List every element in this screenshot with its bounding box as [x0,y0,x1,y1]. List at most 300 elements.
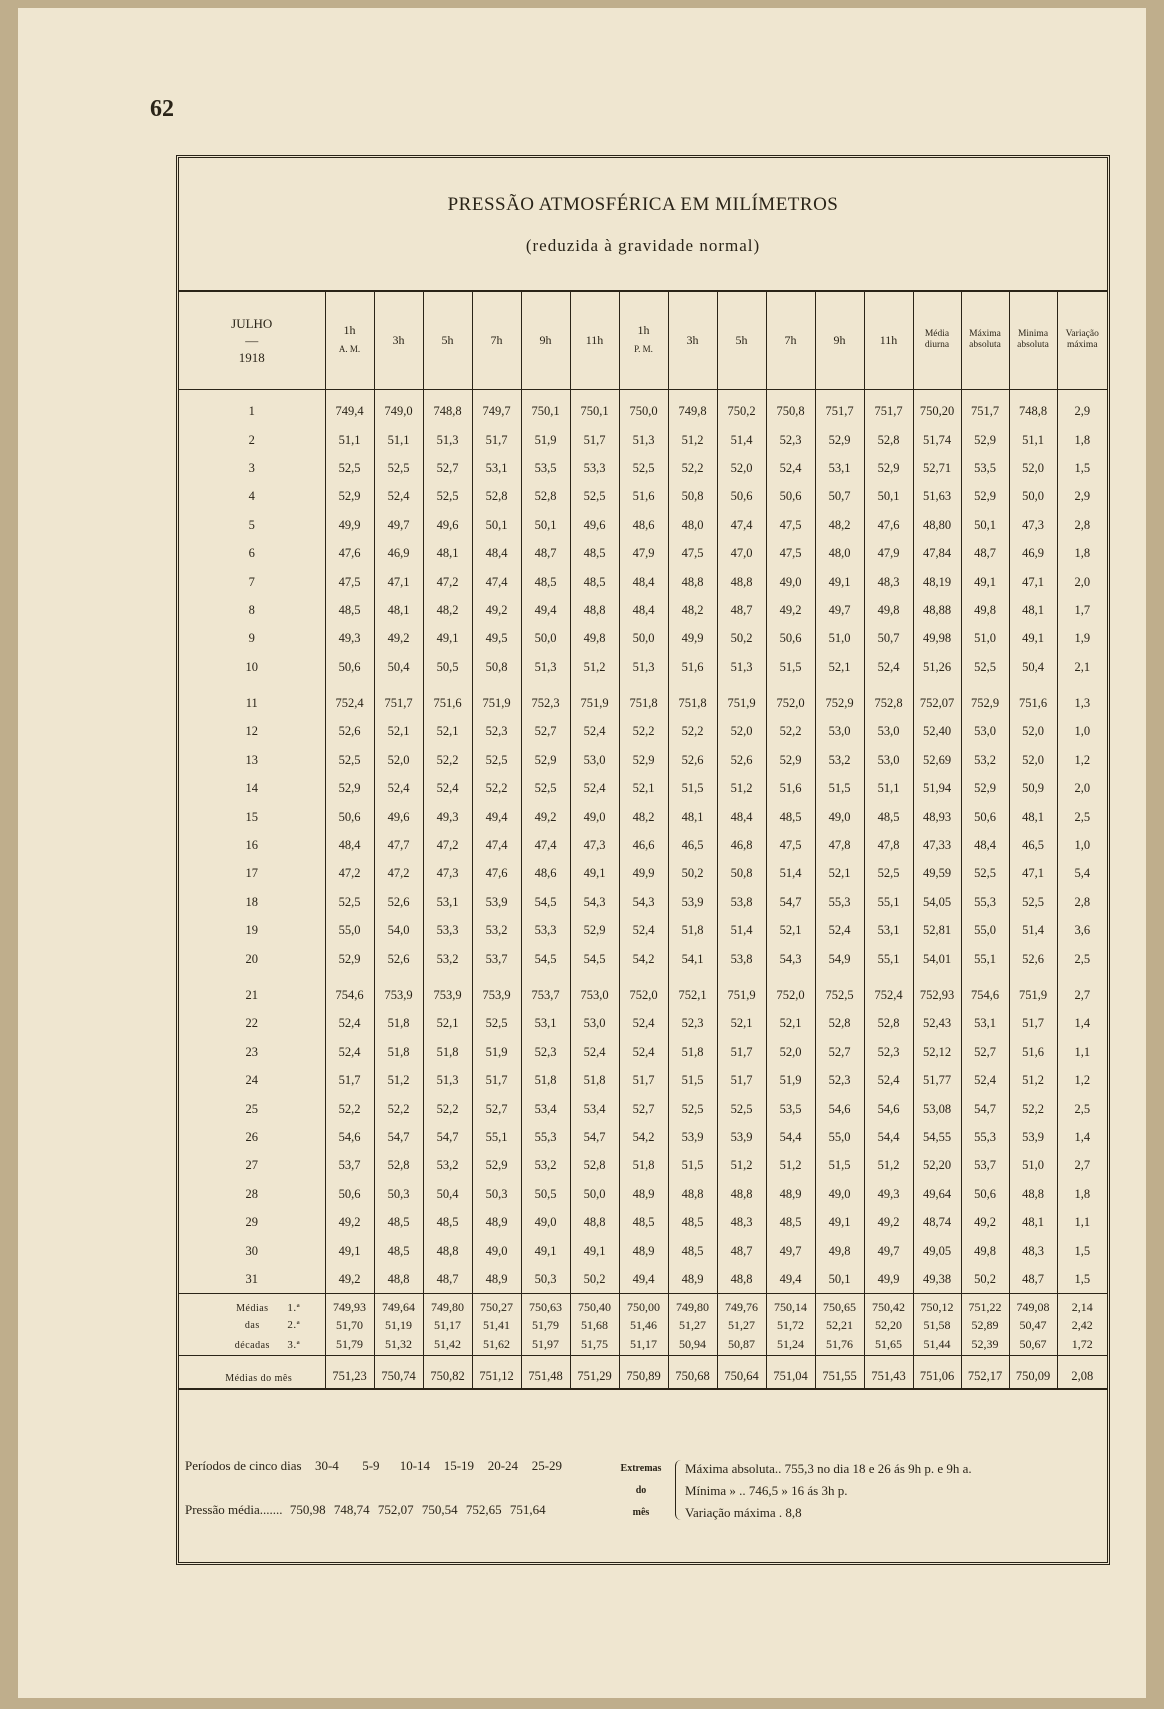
spacer-row [179,681,1107,689]
value-cell: 49,0 [815,1180,864,1208]
decade-value-cell: 51,75 [570,1335,619,1355]
value-cell: 54,6 [815,1095,864,1123]
value-cell: 51,3 [521,653,570,681]
value-cell: 51,5 [766,653,815,681]
value-cell: 49,1 [325,1237,374,1265]
day-cell: 21 [245,988,258,1002]
value-cell: 53,2 [423,945,472,973]
ext-min: Mínima » .. 746,5 » 16 ás 3h p. [685,1483,848,1498]
decade-value-cell: 750,63 [521,1294,570,1316]
value-cell: 751,9 [1009,981,1057,1009]
spacer-cell [1057,389,1107,398]
value-cell: 48,4 [472,539,521,567]
value-cell: 752,07 [913,689,961,717]
value-cell: 51,1 [374,426,423,454]
month-mean-cell: 751,06 [913,1355,961,1389]
value-cell: 52,7 [423,454,472,482]
value-cell: 53,0 [961,718,1009,746]
value-cell: 52,4 [570,718,619,746]
value-cell: 53,7 [472,945,521,973]
value-cell: 48,5 [864,803,913,831]
value-cell: 51,8 [374,1010,423,1038]
value-cell: 52,3 [815,1066,864,1094]
value-cell: 2,0 [1057,775,1107,803]
hour-header [521,291,570,389]
value-cell: 50,5 [423,653,472,681]
table-row [179,568,1107,596]
value-cell: 750,20 [913,398,961,426]
value-cell: 749,7 [472,398,521,426]
decade-label: décadas [234,1339,270,1351]
value-cell: 53,2 [815,746,864,774]
value-cell: 53,3 [570,454,619,482]
value-cell: 52,0 [717,718,766,746]
value-cell: 49,4 [472,803,521,831]
value-cell: 51,5 [815,775,864,803]
value-cell: 55,0 [815,1123,864,1151]
value-cell: 50,6 [717,483,766,511]
spacer-cell [570,681,619,689]
value-cell: 52,1 [766,917,815,945]
day-cell: 31 [245,1271,258,1286]
value-cell: 49,4 [521,596,570,624]
value-cell: 50,4 [1009,653,1057,681]
value-cell: 55,0 [961,917,1009,945]
value-cell: 52,9 [570,917,619,945]
value-cell: 48,5 [521,568,570,596]
table-row [179,1208,1107,1236]
pressure-values [286,1502,550,1517]
value-cell: 49,9 [325,511,374,539]
pressure-value: 750,54 [421,1502,458,1517]
value-cell: 52,7 [815,1038,864,1066]
value-cell: 54,4 [766,1123,815,1151]
hour-label: 9h [539,332,552,347]
value-cell: 54,3 [766,945,815,973]
value-cell: 48,9 [619,1180,668,1208]
value-cell: 48,9 [668,1265,717,1293]
value-cell: 49,8 [961,1237,1009,1265]
value-cell: 53,1 [423,888,472,916]
value-cell: 49,0 [815,803,864,831]
hour-label: 9h [833,332,846,347]
value-cell: 52,4 [619,917,668,945]
value-cell: 53,1 [472,454,521,482]
value-cell: 750,1 [570,398,619,426]
value-cell: 51,2 [717,1152,766,1180]
value-cell: 49,8 [570,625,619,653]
value-cell: 49,8 [815,1237,864,1265]
value-cell: 753,9 [374,981,423,1009]
table-row [179,398,1107,426]
value-cell: 49,1 [423,625,472,653]
value-cell: 50,1 [472,511,521,539]
value-cell: 51,7 [472,426,521,454]
value-cell: 51,2 [668,426,717,454]
value-cell: 1,2 [1057,746,1107,774]
value-cell: 49,1 [521,1237,570,1265]
value-cell: 48,7 [961,539,1009,567]
spacer-cell [179,389,325,398]
value-cell: 51,2 [766,1152,815,1180]
value-cell: 750,1 [521,398,570,426]
value-cell: 52,2 [619,718,668,746]
value-cell: 52,6 [374,945,423,973]
value-cell: 49,7 [766,1237,815,1265]
value-cell: 751,7 [864,398,913,426]
value-cell: 52,0 [374,746,423,774]
value-cell: 50,0 [521,625,570,653]
value-cell: 54,3 [570,888,619,916]
spacer-cell [1009,389,1057,398]
value-cell: 47,5 [766,831,815,859]
day-cell: 1 [248,404,255,419]
value-cell: 52,5 [325,746,374,774]
hour-header [717,291,766,389]
value-cell: 54,7 [374,1123,423,1151]
value-cell: 51,2 [570,653,619,681]
table-subtitle: (reduzida à gravidade normal) [525,236,761,255]
value-cell: 50,1 [815,1265,864,1293]
value-cell: 752,4 [864,981,913,1009]
value-cell: 48,5 [766,803,815,831]
value-cell: 48,8 [1009,1180,1057,1208]
value-cell: 52,4 [325,1038,374,1066]
extremes-line-1: Extremas [620,1463,662,1474]
value-cell: 50,6 [961,1180,1009,1208]
value-cell: 51,7 [717,1066,766,1094]
value-cell: 52,5 [570,483,619,511]
spacer-cell [864,389,913,398]
value-cell: 754,6 [325,981,374,1009]
decade-value-cell: 51,27 [717,1315,766,1335]
hour-label: 5h [441,332,454,347]
day-cell: 16 [245,838,258,853]
spacer-cell [913,389,961,398]
decade-value-cell: 51,24 [766,1335,815,1355]
value-cell: 52,4 [570,1038,619,1066]
value-cell: 49,2 [374,625,423,653]
value-cell: 52,2 [325,1095,374,1123]
spacer-cell [472,681,521,689]
value-cell: 1,4 [1057,1123,1107,1151]
spacer-cell [766,389,815,398]
value-cell: 1,1 [1057,1038,1107,1066]
value-cell: 46,8 [717,831,766,859]
pressure-label: Pressão média....... [185,1502,283,1517]
value-cell: 52,3 [521,1038,570,1066]
day-cell: 15 [245,809,258,824]
value-cell: 53,3 [521,917,570,945]
decade-value-cell: 2,14 [1057,1294,1107,1316]
value-cell: 52,5 [325,454,374,482]
spacer-row [179,973,1107,981]
value-cell: 51,7 [472,1066,521,1094]
value-cell: 52,6 [325,718,374,746]
table-row [179,596,1107,624]
spacer-cell [423,389,472,398]
value-cell: 48,2 [815,511,864,539]
value-cell: 2,1 [1057,653,1107,681]
value-cell: 48,4 [717,803,766,831]
value-cell: 52,20 [913,1152,961,1180]
value-cell: 47,33 [913,831,961,859]
spacer-cell [766,681,815,689]
value-cell: 1,5 [1057,1265,1107,1293]
hour-label: 11h [879,332,898,347]
value-cell: 50,4 [374,653,423,681]
value-cell: 53,9 [668,1123,717,1151]
decade-value-cell: 51,68 [570,1315,619,1335]
value-cell: 47,6 [472,860,521,888]
hour-header [374,291,423,389]
value-cell: 52,9 [961,483,1009,511]
value-cell: 48,1 [668,803,717,831]
spacer-cell [179,681,325,689]
value-cell: 50,4 [423,1180,472,1208]
value-cell: 48,0 [668,511,717,539]
value-cell: 52,7 [619,1095,668,1123]
value-cell: 52,4 [374,775,423,803]
value-cell: 52,8 [864,426,913,454]
table-frame [176,155,1110,1565]
table-row [179,803,1107,831]
value-cell: 51,4 [717,917,766,945]
stat-header-line: diurna [924,340,950,351]
value-cell: 50,2 [668,860,717,888]
value-cell: 52,0 [717,454,766,482]
value-cell: 48,5 [570,539,619,567]
table-row [179,746,1107,774]
decade-value-cell: 50,47 [1009,1315,1057,1335]
value-cell: 52,5 [717,1095,766,1123]
value-cell: 54,7 [766,888,815,916]
table-row [179,917,1107,945]
table-row [179,625,1107,653]
table-row [179,1095,1107,1123]
value-cell: 48,1 [1009,1208,1057,1236]
value-cell: 49,05 [913,1237,961,1265]
value-cell: 49,1 [815,568,864,596]
value-cell: 51,4 [1009,917,1057,945]
value-cell: 749,8 [668,398,717,426]
value-cell: 51,8 [570,1066,619,1094]
value-cell: 51,8 [374,1038,423,1066]
page-number: 62 [150,96,174,122]
am-label: A. M. [338,344,361,355]
extremes-label [607,1458,675,1524]
month-mean-row [179,1355,1107,1389]
value-cell: 47,9 [864,539,913,567]
day-cell: 8 [248,602,255,617]
hour-label: 7h [784,332,797,347]
decade-label-cell [179,1294,325,1316]
ext-max: Máxima absoluta.. 755,3 no dia 18 e 26 ás 9h p. e 9h a. [685,1461,972,1476]
value-cell: 47,84 [913,539,961,567]
value-cell: 52,1 [717,1010,766,1038]
day-cell: 2 [248,432,255,447]
value-cell: 753,7 [521,981,570,1009]
value-cell: 48,6 [521,860,570,888]
value-cell: 52,9 [325,483,374,511]
value-cell: 52,5 [668,1095,717,1123]
value-cell: 750,2 [717,398,766,426]
spacer-cell [374,389,423,398]
value-cell: 748,8 [1009,398,1057,426]
stat-header-line: Minima [1017,329,1049,340]
value-cell: 49,1 [961,568,1009,596]
month-year-header [179,291,325,389]
value-cell: 52,3 [864,1038,913,1066]
decade-value-cell: 51,17 [619,1335,668,1355]
value-cell: 52,9 [961,426,1009,454]
spacer-cell [619,973,668,981]
table-row [179,1180,1107,1208]
value-cell: 52,0 [766,1038,815,1066]
day-cell: 24 [245,1073,258,1088]
day-cell: 9 [248,631,255,646]
value-cell: 48,7 [521,539,570,567]
day-cell: 18 [245,894,258,909]
value-cell: 50,5 [521,1180,570,1208]
value-cell: 52,6 [1009,945,1057,973]
value-cell: 52,4 [325,1010,374,1038]
value-cell: 52,6 [374,888,423,916]
value-cell: 751,9 [717,981,766,1009]
value-cell: 52,2 [668,454,717,482]
spacer-cell [717,973,766,981]
value-cell: 1,8 [1057,1180,1107,1208]
value-cell: 52,43 [913,1010,961,1038]
value-cell: 54,9 [815,945,864,973]
hour-header [766,291,815,389]
value-cell: 2,7 [1057,981,1107,1009]
value-cell: 53,4 [521,1095,570,1123]
decade-value-cell: 750,40 [570,1294,619,1316]
value-cell: 48,5 [668,1208,717,1236]
hour-header [864,291,913,389]
value-cell: 48,8 [423,1237,472,1265]
value-cell: 51,9 [472,1038,521,1066]
value-cell: 752,9 [815,689,864,717]
value-cell: 52,3 [472,718,521,746]
value-cell: 1,5 [1057,454,1107,482]
period-value: 10-14 [399,1458,431,1473]
extremes-brace [675,1460,682,1520]
decade-label-cell [179,1335,325,1355]
value-cell: 51,3 [619,653,668,681]
spacer-cell [521,973,570,981]
stat-header-line: absoluta [1017,340,1049,351]
value-cell: 48,8 [717,1180,766,1208]
value-cell: 51,0 [961,625,1009,653]
value-cell: 53,0 [815,718,864,746]
value-cell: 51,2 [717,775,766,803]
value-cell: 46,5 [1009,831,1057,859]
value-cell: 54,7 [961,1095,1009,1123]
stat-header-line: Variação [1065,329,1099,340]
value-cell: 2,0 [1057,568,1107,596]
value-cell: 52,2 [374,1095,423,1123]
value-cell: 55,3 [521,1123,570,1151]
table-row [179,981,1107,1009]
value-cell: 47,4 [472,568,521,596]
stat-header-line: Média [924,329,950,340]
spacer-cell [864,973,913,981]
value-cell: 49,7 [815,596,864,624]
spacer-cell [423,681,472,689]
decade-value-cell: 51,42 [423,1335,472,1355]
decade-value-cell: 749,64 [374,1294,423,1316]
value-cell: 48,5 [325,596,374,624]
decade-value-cell: 51,32 [374,1335,423,1355]
value-cell: 1,0 [1057,831,1107,859]
value-cell: 52,9 [766,746,815,774]
value-cell: 48,19 [913,568,961,596]
decade-value-cell: 51,79 [325,1335,374,1355]
table-title: PRESSÃO ATMOSFÉRICA EM MILÍMETROS [447,194,839,215]
value-cell: 54,6 [864,1095,913,1123]
decade-value-cell: 2,42 [1057,1315,1107,1335]
decade-value-cell: 750,12 [913,1294,961,1316]
value-cell: 1,1 [1057,1208,1107,1236]
decade-row [179,1294,1107,1316]
value-cell: 48,4 [619,596,668,624]
value-cell: 51,7 [619,1066,668,1094]
value-cell: 48,4 [325,831,374,859]
value-cell: 751,7 [961,398,1009,426]
value-cell: 52,8 [570,1152,619,1180]
value-cell: 751,9 [717,689,766,717]
value-cell: 46,6 [619,831,668,859]
value-cell: 754,6 [961,981,1009,1009]
table-row [179,454,1107,482]
value-cell: 47,9 [619,539,668,567]
day-cell: 23 [245,1044,258,1059]
month-mean-cell: 751,29 [570,1355,619,1389]
value-cell: 51,8 [423,1038,472,1066]
value-cell: 48,74 [913,1208,961,1236]
decade-value-cell: 750,00 [619,1294,668,1316]
value-cell: 51,9 [521,426,570,454]
decade-value-cell: 51,27 [668,1315,717,1335]
value-cell: 50,1 [521,511,570,539]
decade-label-cell [179,1315,325,1335]
value-cell: 49,38 [913,1265,961,1293]
value-cell: 52,9 [864,454,913,482]
hour-label: 11h [585,332,604,347]
value-cell: 53,9 [1009,1123,1057,1151]
value-cell: 55,1 [864,888,913,916]
value-cell: 52,5 [472,746,521,774]
value-cell: 51,1 [864,775,913,803]
value-cell: 751,8 [619,689,668,717]
value-cell: 51,0 [1009,1152,1057,1180]
value-cell: 48,8 [717,1265,766,1293]
value-cell: 1,8 [1057,539,1107,567]
value-cell: 49,2 [472,596,521,624]
hour-label: 5h [735,332,748,347]
day-cell: 27 [245,1158,258,1173]
value-cell: 54,3 [619,888,668,916]
value-cell: 51,0 [815,625,864,653]
decade-key: 1.ª [287,1301,301,1314]
value-cell: 48,9 [619,1237,668,1265]
day-cell: 29 [245,1215,258,1230]
month-mean-cell: 752,17 [961,1355,1009,1389]
value-cell: 750,8 [766,398,815,426]
period-value: 30-4 [314,1458,339,1473]
